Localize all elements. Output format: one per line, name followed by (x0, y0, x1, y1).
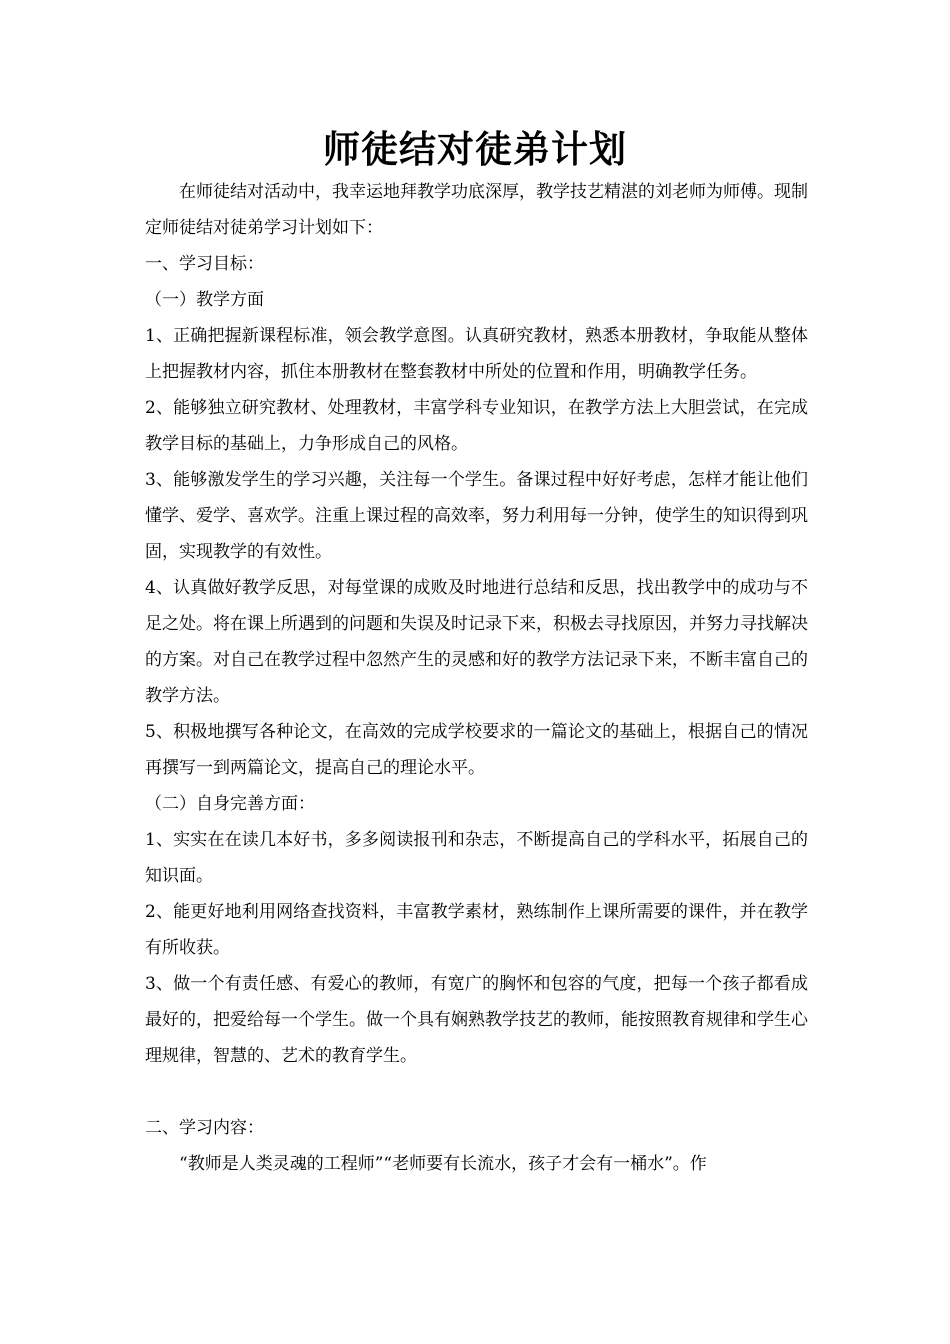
document-body (145, 174, 808, 1182)
self-improvement-item-1: 1、实实在在读几本好书，多多阅读报刊和杂志，不断提高自己的学科水平，拓展自己的知识面。 (145, 830, 808, 886)
section-heading-goals: 一、学习目标： (145, 254, 264, 274)
self-improvement-item-2: 2、能更好地利用网络查找资料，丰富教学素材，熟练制作上课所需要的课件，并在教学有所收获。 (145, 902, 808, 958)
teaching-item-5: 5、积极地撰写各种论文，在高效的完成学校要求的一篇论文的基础上，根据自己的情况再撰写一到两篇论文，提高自己的理论水平。 (145, 722, 808, 778)
blank-line (145, 1074, 808, 1110)
teaching-item-3: 3、能够激发学生的学习兴趣，关注每一个学生。备课过程中好好考虑，怎样才能让他们懂学、爱学、喜欢学。注重上课过程的高效率，努力利用每一分钟，使学生的知识得到巩固，实现教学的有效性。 (145, 470, 808, 562)
teaching-item-4: 4、认真做好教学反思，对每堂课的成败及时地进行总结和反思，找出教学中的成功与不足之处。将在课上所遇到的问题和失误及时记录下来，积极去寻找原因，并努力寻找解决的方案。对自己在教学过程中忽然产生的灵感和好的教学方法记录下来，不断丰富自己的教学方法。 (145, 578, 808, 706)
self-improvement-item-3: 3、做一个有责任感、有爱心的教师，有宽广的胸怀和包容的气度，把每一个孩子都看成最好的，把爱给每一个学生。做一个具有娴熟教学技艺的教师，能按照教育规律和学生心理规律，智慧的、艺术的教育学生。 (145, 974, 808, 1066)
teaching-item-2: 2、能够独立研究教材、处理教材，丰富学科专业知识，在教学方法上大胆尝试，在完成教学目标的基础上，力争形成自己的风格。 (145, 398, 808, 454)
document-title: 师徒结对徒弟计划 (323, 128, 627, 171)
intro-paragraph: 在师徒结对活动中，我幸运地拜教学功底深厚，教学技艺精湛的刘老师为师傅。现制定师徒结对徒弟学习计划如下： (145, 182, 808, 238)
teaching-item-1: 1、正确把握新课程标准，领会教学意图。认真研究教材，熟悉本册教材，争取能从整体上把握教材内容，抓住本册教材在整套教材中所处的位置和作用，明确教学任务。 (145, 326, 808, 382)
subsection-heading-self-improvement: （二）自身完善方面： (145, 794, 315, 814)
section-heading-content: 二、学习内容： (145, 1118, 264, 1138)
subsection-heading-teaching: （一）教学方面 (145, 290, 264, 310)
content-paragraph: “教师是人类灵魂的工程师”“老师要有长流水，孩子才会有一桶水”。作 (179, 1154, 707, 1174)
